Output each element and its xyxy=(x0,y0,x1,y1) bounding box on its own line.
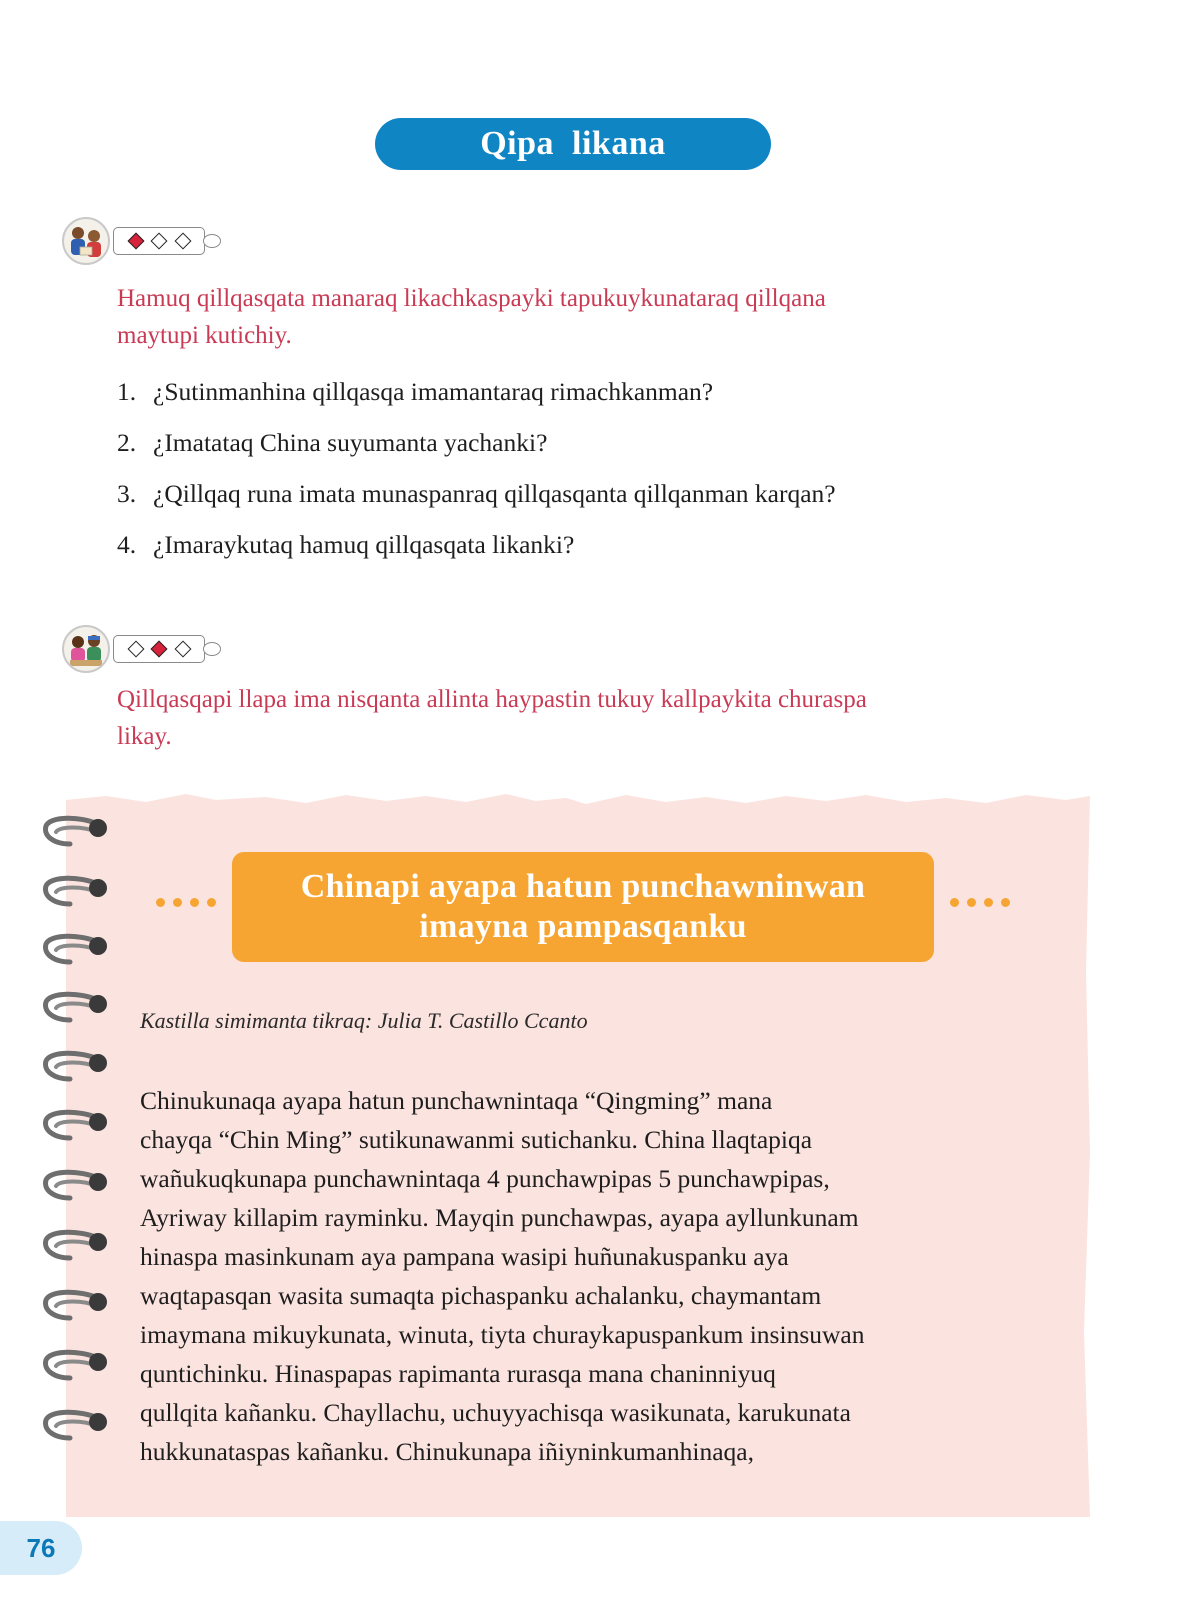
students-studying-icon xyxy=(62,625,110,673)
text-line: chayqa “Chin Ming” sutikunawanmi sutichanku. China llaqtapiqa xyxy=(140,1125,813,1154)
level-indicator xyxy=(113,635,205,663)
level-diamond-empty-icon xyxy=(174,233,191,250)
section-title: Qipa likana xyxy=(375,118,771,170)
students-reading-icon xyxy=(62,217,110,265)
text-line: wañukuqkunapa punchawnintaqa 4 punchawpipas 5 punchawpipas, xyxy=(140,1164,830,1193)
instruction-level1: Hamuq qillqasqata manaraq likachkaspayki tapukuykunataraq qillqana maytupi kutichiy. xyxy=(117,285,826,349)
reading-title: Chinapi ayapa hatun punchawninwan imayna pampasqanku xyxy=(232,852,934,962)
spiral-ring-icon xyxy=(40,1049,112,1085)
spiral-ring-icon xyxy=(40,874,112,910)
text-line: Ayriway killapim rayminku. Mayqin punchawpas, ayapa ayllunkunam xyxy=(140,1203,859,1232)
spiral-ring-icon xyxy=(40,814,112,850)
instruction-level2: Qillqasqapi llapa ima nisqanta allinta haypastin tukuy kallpaykita churaspa likay. xyxy=(117,686,867,750)
text-line: imaymana mikuykunata, winuta, tiyta churaykapuspankum insinsuwan xyxy=(140,1320,865,1349)
text-line: waqtapasqan wasita sumaqta pichaspanku achalanku, chaymantam xyxy=(140,1281,822,1310)
level-diamond-filled-icon xyxy=(127,233,144,250)
text-line: qullqita kañanku. Chayllachu, uchuyyachisqa wasikunata, karukunata xyxy=(140,1398,851,1427)
difficulty-badge-level2 xyxy=(62,622,221,676)
text-line: quntichinku. Hinaspapas rapimanta rurasqa mana chaninniyuq xyxy=(140,1359,776,1388)
spiral-ring-icon xyxy=(40,1408,112,1444)
translator-credit: Kastilla simimanta tikraq: Julia T. Castillo Ccanto xyxy=(140,1008,588,1033)
spiral-ring-icon xyxy=(40,1288,112,1324)
level-diamond-empty-icon xyxy=(151,233,168,250)
text-line: Chinukunaqa ayapa hatun punchawnintaqa “Qingming” mana xyxy=(140,1086,773,1115)
question-item: 1. ¿Sutinmanhina qillqasqa imamantaraq rimachkanman? xyxy=(117,377,714,406)
decorative-dots xyxy=(950,898,1010,907)
level-indicator xyxy=(113,227,205,255)
text-line: hukkunataspas kañanku. Chinukunapa iñiyninkumanhinaqa, xyxy=(140,1437,755,1466)
text-line: hinaspa masinkunam aya pampana wasipi huñunakuspanku aya xyxy=(140,1242,789,1271)
level-diamond-empty-icon xyxy=(127,641,144,658)
question-list xyxy=(117,377,1057,581)
spiral-ring-icon xyxy=(40,1168,112,1204)
difficulty-badge-level1 xyxy=(62,214,221,268)
reading-body xyxy=(140,1081,1020,1471)
spiral-ring-icon xyxy=(40,932,112,968)
spiral-ring-icon xyxy=(40,1348,112,1384)
question-item: 4. ¿Imaraykutaq hamuq qillqasqata likanki? xyxy=(117,530,575,559)
level-diamond-filled-icon xyxy=(151,641,168,658)
level-diamond-empty-icon xyxy=(174,641,191,658)
tag-ring-icon xyxy=(203,642,221,656)
tag-ring-icon xyxy=(203,234,221,248)
spiral-ring-icon xyxy=(40,1108,112,1144)
spiral-ring-icon xyxy=(40,1228,112,1264)
question-item: 3. ¿Qillqaq runa imata munaspanraq qillqasqanta qillqanman karqan? xyxy=(117,479,836,508)
spiral-ring-icon xyxy=(40,990,112,1026)
page-number: 76 xyxy=(0,1521,82,1575)
decorative-dots xyxy=(156,898,216,907)
question-item: 2. ¿Imatataq China suyumanta yachanki? xyxy=(117,428,548,457)
